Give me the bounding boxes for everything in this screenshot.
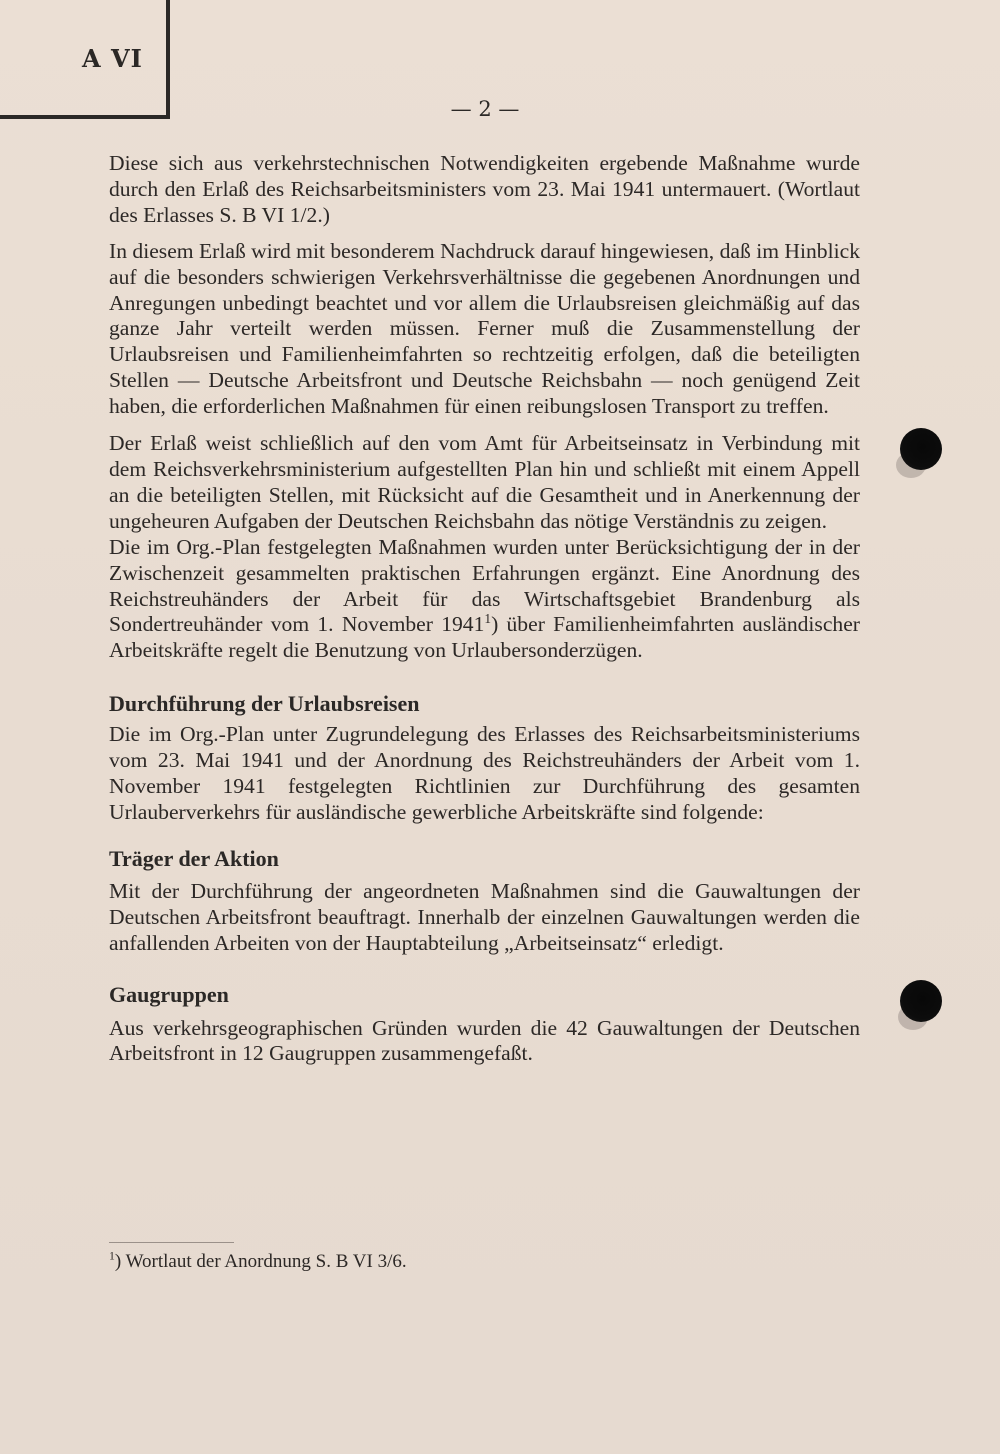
footnote-text: ) Wortlaut der Anordnung S. B VI 3/6. [114,1251,407,1272]
section-label: A VI [82,44,143,73]
paragraph-1: Diese sich aus verkehrstechnischen Notwendigkeiten ergebende Maßnahme wurde durch den Erlaß des Reichsarbeitsministers vom 23. Mai 1941 untermauert. (Wortlaut des Erlasses S. B VI 1/2.) [109,151,860,227]
heading-gaugruppen: Gaugruppen [109,981,229,1007]
body-text [109,151,860,1067]
heading-durchfuehrung: Durchführung der Urlaubsreisen [109,691,420,717]
paragraph-6: Mit der Durchführung der angeordneten Maßnahmen sind die Gauwaltungen der Deutschen Arbeitsfront beauftragt. Innerhalb der einzelnen Gauwaltungen werden die anfallenden Arbeiten von der Hauptabteilung „Arbeitseinsatz“ erledigt. [109,878,860,955]
footnote-divider [109,1242,234,1243]
page-number: — 2 — [450,97,520,121]
paragraph-4-text-cont: ) über Familienheimfahrten ausländischer Arbeitskräfte regelt die Benutzung von Urlaubersonderzügen. [109,612,860,663]
paragraph-2: In diesem Erlaß wird mit besonderem Nachdruck darauf hingewiesen, daß im Hinblick auf die besonders schwierigen Verkehrsverhältnisse die gegebenen Anordnungen und Anregungen unbedingt beachtet und vor allem die Urlaubsreisen gleichmäßig auf das ganze Jahr verteilt werden müssen. Ferner muß die Zusammenstellung der Urlaubsreisen und Familienheimfahrten so rechtzeitig erfolgen, daß die beteiligten Stellen — Deutsche Arbeitsfront und Deutsche Reichsbahn — noch genügend Zeit haben, die erforderlichen Maßnahmen für einen reibungslosen Transport zu treffen. [109,238,860,419]
footnote-marker: 1 [109,1249,115,1263]
heading-traeger: Träger der Aktion [109,845,279,871]
paragraph-4-text: Die im Org.-Plan festgelegten Maßnahmen wurden unter Berücksichtigung der in der Zwischenzeit gesammelten praktischen Erfahrungen ergänzt. Eine Anordnung des Reichstreuhänders der Arbeit für das Wirtschaftsgebiet Brandenburg als Sondertreuhänder vom 1. November 1941 [109,534,860,637]
punch-hole [900,428,942,470]
footnote [109,1250,407,1274]
paragraph-7: Aus verkehrsgeographischen Gründen wurden die 42 Gauwaltungen der Deutschen Arbeitsfront in 12 Gaugruppen zusammengefaßt. [109,1015,860,1066]
footnote-reference: 1 [484,611,492,627]
paragraph-4 [109,535,860,665]
paragraph-3: Der Erlaß weist schließlich auf den vom Amt für Arbeitseinsatz in Verbindung mit dem Reichsverkehrsministerium aufgestellten Plan hin und schließt mit einem Appell an die beteiligten Stellen, mit Rücksicht auf die Gesamtheit und in Anerkennung der ungeheuren Aufgaben der Deutschen Reichsbahn das nötige Verständnis zu zeigen. [109,431,860,533]
paragraph-5: Die im Org.-Plan unter Zugrundelegung des Erlasses des Reichsarbeitsministeriums vom 23. Mai 1941 und der Anordnung des Reichstreuhänders der Arbeit vom 1. November 1941 festgelegten Richtlinien zur Durchführung des gesamten Urlauberverkehrs für ausländische gewerbliche Arbeitskräfte sind folgende: [109,722,860,824]
punch-hole [900,980,942,1022]
